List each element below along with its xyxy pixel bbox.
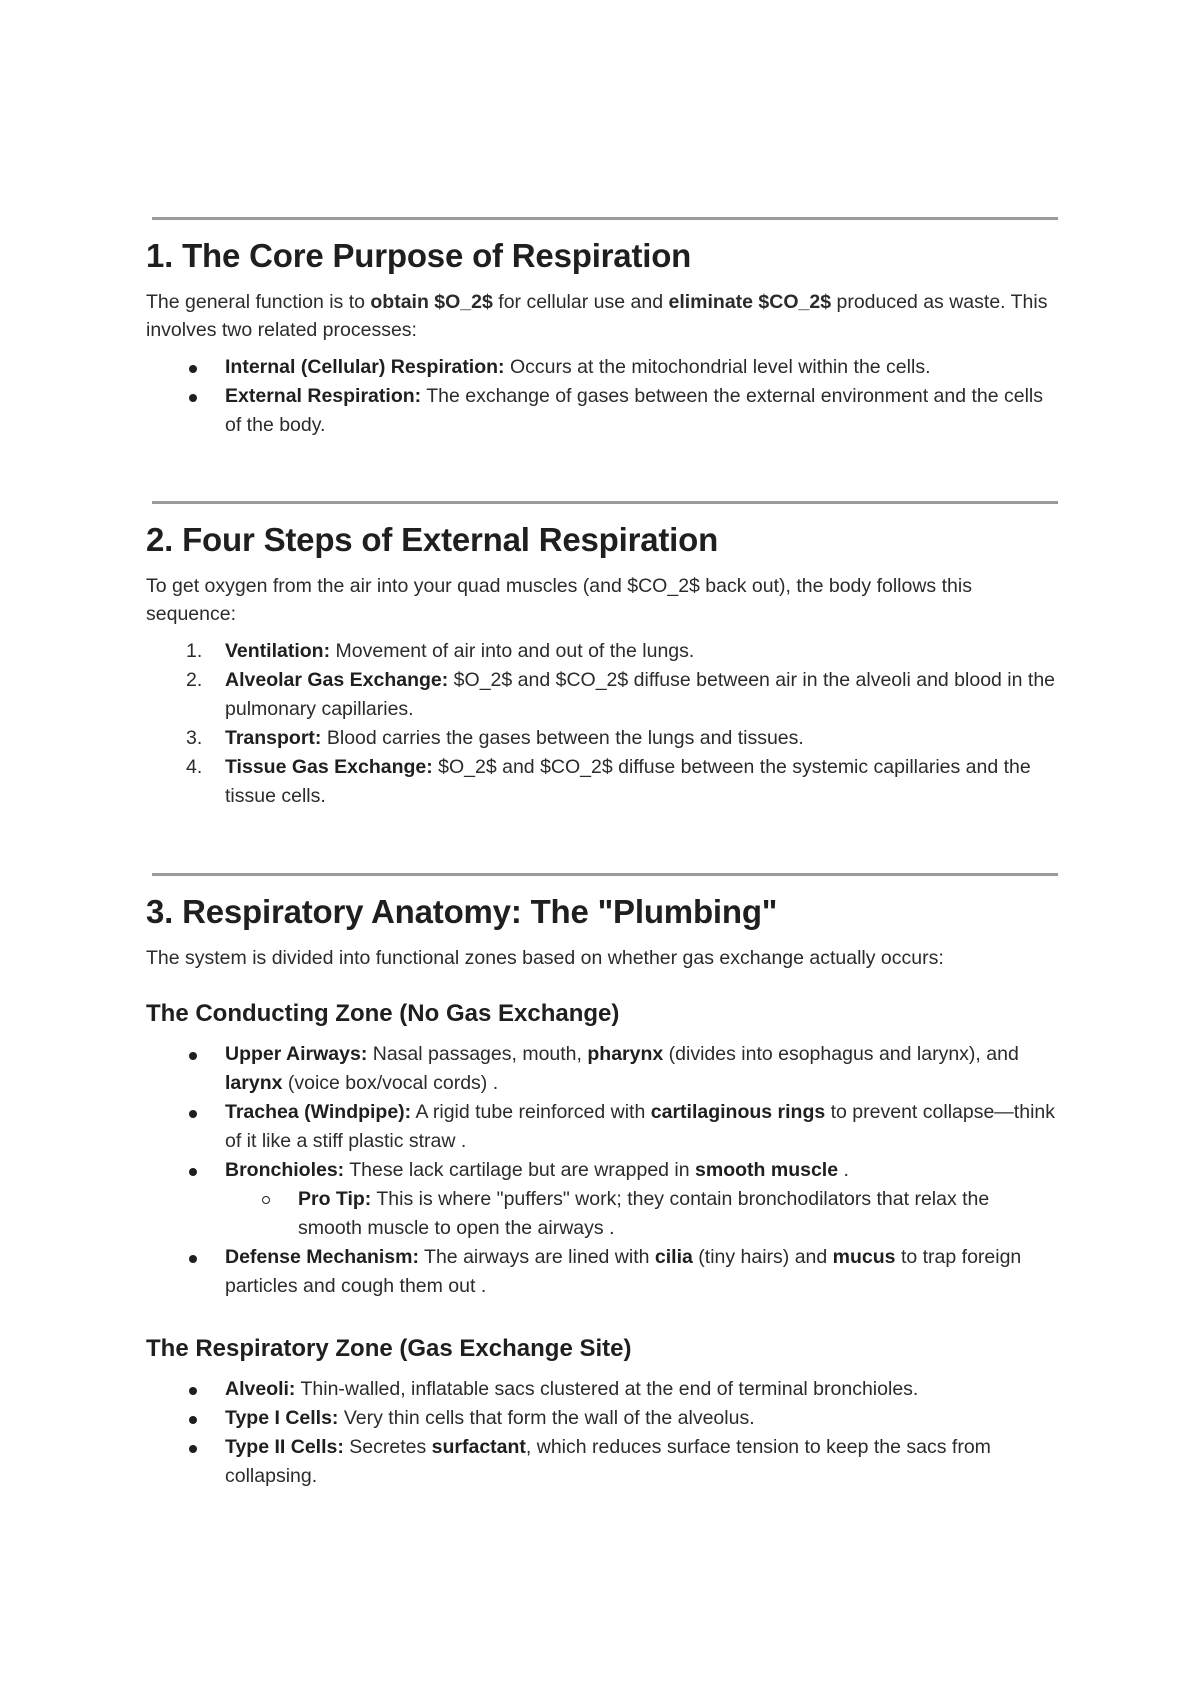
text-run: Thin-walled, inflatable sacs clustered at the end of terminal bronchioles.: [295, 1378, 919, 1400]
bold-text: Alveolar Gas Exchange:: [225, 669, 449, 691]
list-number: 3.: [186, 727, 203, 749]
section-divider: [152, 873, 1058, 876]
bold-text: Tissue Gas Exchange:: [225, 756, 433, 778]
bold-text: Bronchioles:: [225, 1159, 345, 1181]
list-item: [146, 1433, 1056, 1491]
text-run: The general function is to: [146, 291, 371, 313]
text-run: The airways are lined with: [418, 1246, 655, 1268]
text-run: This is where "puffers" work; they contain bronchodilators that relax the smooth muscle to open the airways .: [298, 1188, 990, 1239]
hollow-bullet-icon: [262, 1196, 270, 1204]
text-run: Occurs at the mitochondrial level within the cells.: [504, 356, 931, 378]
bold-text: External Respiration:: [225, 385, 422, 407]
bold-text: pharynx: [587, 1043, 664, 1065]
text-run: for cellular use and: [492, 291, 669, 313]
text-run: A rigid tube reinforced with: [411, 1101, 651, 1123]
text-run: Very thin cells that form the wall of the alveolus.: [338, 1407, 755, 1429]
text-run: Secretes: [343, 1436, 432, 1458]
bold-text: eliminate $CO_2$: [668, 291, 832, 313]
text-run: (divides into esophagus and larynx), and: [663, 1043, 1019, 1065]
section-1-intro: [146, 288, 1056, 344]
bold-text: larynx: [225, 1072, 283, 1094]
list-item: [146, 724, 1056, 753]
section-1: [146, 217, 1056, 440]
text-run: The exchange of gases between the external environment and the cells of the body.: [225, 385, 1044, 436]
bold-text: Internal (Cellular) Respiration:: [225, 356, 505, 378]
section-divider: [152, 501, 1058, 504]
list-number: 4.: [186, 756, 203, 778]
section-1-title: 1. The Core Purpose of Respiration: [146, 237, 692, 274]
bullet-icon: [189, 1110, 197, 1118]
conducting-zone-list: [146, 1040, 1056, 1301]
bullet-icon: [189, 1387, 197, 1395]
section-1-list: [146, 353, 1056, 440]
list-number: 1.: [186, 640, 203, 662]
list-item: [146, 1040, 1056, 1098]
text-run: to prevent collapse—think of it like a stiff plastic straw .: [225, 1101, 1055, 1152]
list-item: [146, 1375, 1056, 1404]
text-run: To get oxygen from the air into your quad muscles (and $CO_2$ back out), the body follows this sequence:: [146, 575, 972, 625]
bold-text: obtain $O_2$: [370, 291, 493, 313]
text-run: , which reduces surface tension to keep the sacs from collapsing.: [225, 1436, 991, 1487]
bullet-icon: [189, 1255, 197, 1263]
list-item: [146, 637, 1056, 666]
text-run: $O_2$ and $CO_2$ diffuse between the systemic capillaries and the tissue cells.: [225, 756, 1031, 807]
text-run: (tiny hairs) and: [692, 1246, 833, 1268]
bold-text: Type II Cells:: [225, 1436, 344, 1458]
section-3: [146, 873, 1056, 1491]
bullet-icon: [189, 1416, 197, 1424]
list-item: [146, 753, 1056, 811]
bold-text: smooth muscle: [695, 1159, 839, 1181]
list-item: [146, 1156, 1056, 1185]
bold-text: cilia: [654, 1246, 693, 1268]
text-run: produced as waste. This involves two related processes:: [146, 291, 1048, 341]
bold-text: cartilaginous rings: [650, 1101, 826, 1123]
bold-text: Upper Airways:: [225, 1043, 368, 1065]
bullet-icon: [189, 1168, 197, 1176]
section-3-intro: [146, 944, 1056, 972]
list-item: [146, 1098, 1056, 1156]
list-item: [146, 1404, 1056, 1433]
section-3-title: 3. Respiratory Anatomy: The "Plumbing": [146, 893, 778, 930]
list-item: [146, 666, 1056, 724]
bullet-icon: [189, 1052, 197, 1060]
text-run: These lack cartilage but are wrapped in: [344, 1159, 696, 1181]
text-run: to trap foreign particles and cough them out .: [225, 1246, 1022, 1297]
bold-text: Alveoli:: [225, 1378, 296, 1400]
respiratory-zone-heading: The Respiratory Zone (Gas Exchange Site): [146, 1335, 632, 1362]
text-run: $O_2$ and $CO_2$ diffuse between air in the alveoli and blood in the pulmonary capillaries.: [225, 669, 1056, 720]
text-run: Blood carries the gases between the lungs and tissues.: [321, 727, 804, 749]
bullet-icon: [189, 365, 197, 373]
text-run: The system is divided into functional zones based on whether gas exchange actually occurs:: [146, 947, 944, 969]
bold-text: Transport:: [225, 727, 322, 749]
bold-text: mucus: [832, 1246, 896, 1268]
text-run: (voice box/vocal cords) .: [282, 1072, 499, 1094]
list-item: [146, 353, 1056, 382]
section-2-list: [146, 637, 1056, 811]
text-run: Nasal passages, mouth,: [367, 1043, 588, 1065]
list-item: [146, 382, 1056, 440]
bold-text: Defense Mechanism:: [225, 1246, 419, 1268]
section-2-intro: [146, 572, 1056, 628]
respiratory-zone-list: [146, 1375, 1056, 1491]
bullet-icon: [189, 394, 197, 402]
conducting-zone-heading: The Conducting Zone (No Gas Exchange): [146, 1000, 620, 1027]
list-item: [146, 1243, 1056, 1301]
bold-text: Type I Cells:: [225, 1407, 339, 1429]
bold-text: surfactant: [431, 1436, 526, 1458]
section-2-title: 2. Four Steps of External Respiration: [146, 521, 719, 558]
bold-text: Trachea (Windpipe):: [225, 1101, 412, 1123]
sub-list-item: [146, 1185, 1056, 1243]
text-run: Movement of air into and out of the lungs.: [330, 640, 695, 662]
text-run: .: [838, 1159, 849, 1181]
section-2: [146, 501, 1056, 811]
bullet-icon: [189, 1445, 197, 1453]
list-number: 2.: [186, 669, 203, 691]
bold-text: Ventilation:: [225, 640, 331, 662]
section-divider: [152, 217, 1058, 220]
bold-text: Pro Tip:: [298, 1188, 372, 1210]
